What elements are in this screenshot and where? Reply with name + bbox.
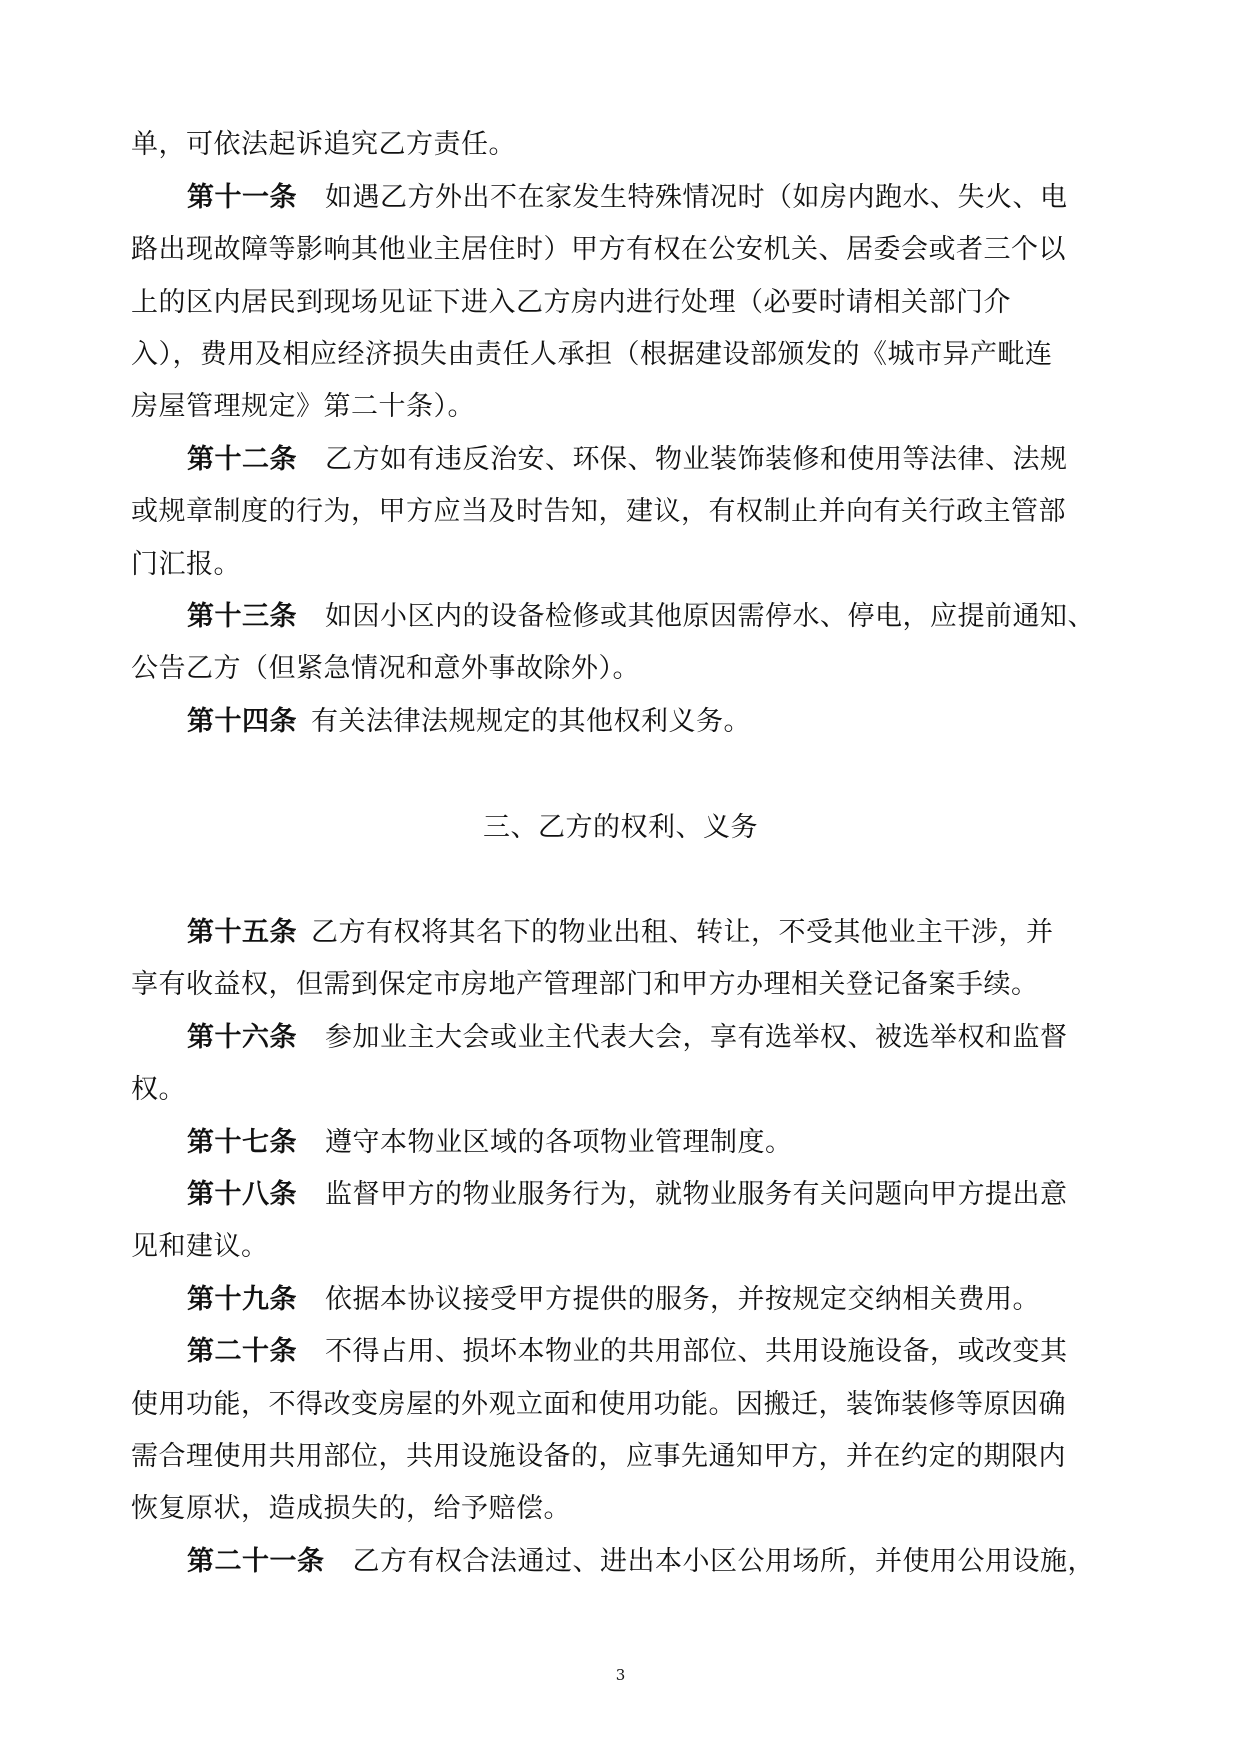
- article-12: [187, 441, 1167, 479]
- article-21: [187, 1543, 1167, 1581]
- text-line: [131, 284, 1111, 322]
- text-content: 路出现故障等影响其他业主居住时）甲方有权在公安机关、居委会或者三个以: [131, 234, 1066, 265]
- text-line: [131, 493, 1111, 531]
- text-line: [131, 388, 1111, 426]
- article-label: 第十五条: [187, 917, 297, 948]
- article-text: 依据本协议接受甲方提供的服务，并按规定交纳相关费用。: [325, 1284, 1040, 1315]
- text-line: [131, 1228, 1111, 1266]
- article-18: [187, 1176, 1167, 1214]
- article-11: [187, 179, 1167, 217]
- text-line: [131, 336, 1111, 374]
- article-label: 第二十一条: [187, 1546, 325, 1577]
- article-label: 第十七条: [187, 1127, 297, 1158]
- article-text: 乙方有权合法通过、进出本小区公用场所，并使用公用设施，: [352, 1546, 1095, 1577]
- article-text: 不得占用、损坏本物业的共用部位、共用设施设备，或改变其: [325, 1336, 1068, 1367]
- text-line: [131, 231, 1111, 269]
- text-line: [131, 546, 1111, 584]
- text-content: 见和建议。: [131, 1231, 269, 1262]
- article-label: 第十一条: [187, 182, 297, 213]
- text-content: 享有收益权，但需到保定市房地产管理部门和甲方办理相关登记备案手续。: [131, 969, 1039, 1000]
- text-content: 单，可依法起诉追究乙方责任。: [131, 129, 516, 160]
- text-content: 门汇报。: [131, 549, 241, 580]
- article-text: 参加业主大会或业主代表大会，享有选举权、被选举权和监督: [325, 1022, 1068, 1053]
- text-content: 公告乙方（但紧急情况和意外事故除外）。: [131, 653, 640, 684]
- text-content: 入），费用及相应经济损失由责任人承担（根据建设部颁发的《城市异产毗连: [131, 339, 1053, 370]
- text-line: [131, 126, 1111, 164]
- section-heading: 三、乙方的权利、义务: [483, 812, 758, 843]
- article-label: 第十八条: [187, 1179, 297, 1210]
- text-line: [131, 966, 1111, 1004]
- article-text: 如因小区内的设备检修或其他原因需停水、停电，应提前通知、: [325, 601, 1095, 632]
- text-content: 需合理使用共用部位，共用设施设备的，应事先通知甲方，并在约定的期限内: [131, 1441, 1066, 1472]
- text-content: 上的区内居民到现场见证下进入乙方房内进行处理（必要时请相关部门介: [131, 287, 1011, 318]
- text-line: [131, 650, 1111, 688]
- text-content: 使用功能，不得改变房屋的外观立面和使用功能。因搬迁，装饰装修等原因确: [131, 1389, 1066, 1420]
- page-number: 3: [615, 1666, 626, 1684]
- article-label: 第十二条: [187, 444, 297, 475]
- article-text: 如遇乙方外出不在家发生特殊情况时（如房内跑水、失火、电: [325, 182, 1068, 213]
- article-13: [187, 598, 1167, 636]
- article-16: [187, 1019, 1167, 1057]
- text-content: 房屋管理规定》第二十条）。: [131, 391, 475, 422]
- article-label: 第二十条: [187, 1336, 297, 1367]
- article-19: [187, 1281, 1167, 1319]
- article-text: 乙方如有违反治安、环保、物业装饰装修和使用等法律、法规: [325, 444, 1068, 475]
- article-label: 第十六条: [187, 1022, 297, 1053]
- text-line: [131, 1386, 1111, 1424]
- article-15: [187, 914, 1167, 952]
- article-label: 第十九条: [187, 1284, 297, 1315]
- text-content: 或规章制度的行为，甲方应当及时告知，建议，有权制止并向有关行政主管部: [131, 496, 1066, 527]
- text-line: [131, 1438, 1111, 1476]
- text-content: 权。: [131, 1074, 186, 1105]
- article-text: 监督甲方的物业服务行为，就物业服务有关问题向甲方提出意: [325, 1179, 1068, 1210]
- article-17: [187, 1124, 1167, 1162]
- article-label: 第十四条: [187, 706, 297, 737]
- article-label: 第十三条: [187, 601, 297, 632]
- article-20: [187, 1333, 1167, 1371]
- text-content: 恢复原状，造成损失的，给予赔偿。: [131, 1493, 571, 1524]
- article-14: [187, 703, 1167, 741]
- text-line: [131, 1071, 1111, 1109]
- article-text: 遵守本物业区域的各项物业管理制度。: [325, 1127, 793, 1158]
- text-line: [131, 1490, 1111, 1528]
- article-text: 有关法律法规规定的其他权利义务。: [311, 706, 751, 737]
- article-text: 乙方有权将其名下的物业出租、转让，不受其他业主干涉，并: [311, 917, 1054, 948]
